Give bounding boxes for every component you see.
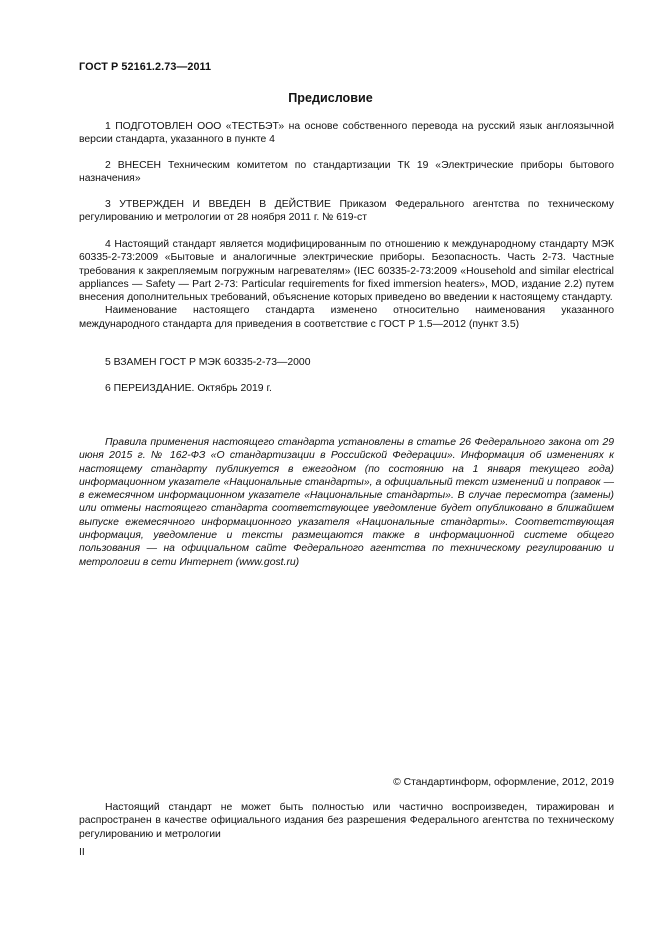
item-4-text: 4 Настоящий стандарт является модифицированным по отношению к международному стандарту МЭК 60335-2-73:2009 «Бытовые и аналогичные электрические приборы. Безопасность. Часть 2-73. Частные требования к закрепляемым погружным нагревателям» (IEC 60335-2-73:2009 «Household and similar electrical appliances — Safety — Part 2-73: Particular requirements for fixed immersion heaters», MOD, издание 2.2) путем внесения дополнительных требований, объяснение которых приведено во введении к настоящему стандарту.	[79, 239, 614, 304]
page-number: II	[79, 847, 85, 858]
item-3-text: 3 УТВЕРЖДЕН И ВВЕДЕН В ДЕЙСТВИЕ Приказом Федерального агентства по техническому регулированию и метрологии от 28 ноября 2011 г. № 619-ст	[79, 199, 614, 224]
copyright-line: © Стандартинформ, оформление, 2012, 2019	[393, 777, 614, 788]
item-2-text: 2 ВНЕСЕН Техническим комитетом по стандартизации ТК 19 «Электрические приборы бытового назначения»	[79, 160, 614, 185]
preface-item-5	[79, 356, 614, 369]
notice-text: Правила применения настоящего стандарта установлены в статье 26 Федерального закона от 29 июня 2015 г. № 162-ФЗ «О стандартизации в Российской Федерации». Информация об изменениях к настоящему стандарту публикуется в ежегодном (по состоянию на 1 января текущего года) информационном указателе «Национальные стандарты», а официальный текст изменений и поправок — в ежемесячном информационном указателе «Национальные стандарты». В случае пересмотра (замены) или отмены настоящего стандарта соответствующее уведомление будет опубликовано в ближайшем выпуске ежемесячного информационного указателя «Национальные стандарты». Соответствующая информация, уведомление и тексты размещаются также в информационной системе общего пользования — на официальном сайте Федерального агентства по техническому регулированию и метрологии в сети Интернет (www.gost.ru)	[79, 437, 614, 568]
item-5-text: 5 ВЗАМЕН ГОСТ Р МЭК 60335-2-73—2000	[105, 357, 311, 368]
reproduction-rights	[79, 801, 614, 841]
preface-item-4	[79, 238, 614, 331]
item-6-text: 6 ПЕРЕИЗДАНИЕ. Октябрь 2019 г.	[105, 383, 272, 394]
preface-item-6	[79, 382, 614, 395]
application-rules-notice	[79, 436, 614, 569]
preface-item-1	[79, 120, 614, 147]
item-1-text: 1 ПОДГОТОВЛЕН ООО «ТЕСТБЭТ» на основе собственного перевода на русский язык англоязычной версии стандарта, указанного в пункте 4	[79, 121, 614, 146]
preface-heading: Предисловие	[288, 91, 373, 105]
rights-text: Настоящий стандарт не может быть полностью или частично воспроизведен, тиражирован и распространен в качестве официального издания без разрешения Федерального агентства по техническому регулированию и метрологии	[79, 802, 614, 840]
document-code: ГОСТ Р 52161.2.73—2011	[79, 61, 212, 73]
preface-item-3	[79, 198, 614, 225]
item-4-note: Наименование настоящего стандарта изменено относительно наименования указанного международного стандарта для приведения в соответствие с ГОСТ Р 1.5—2012 (пункт 3.5)	[79, 305, 614, 330]
preface-item-2	[79, 159, 614, 186]
